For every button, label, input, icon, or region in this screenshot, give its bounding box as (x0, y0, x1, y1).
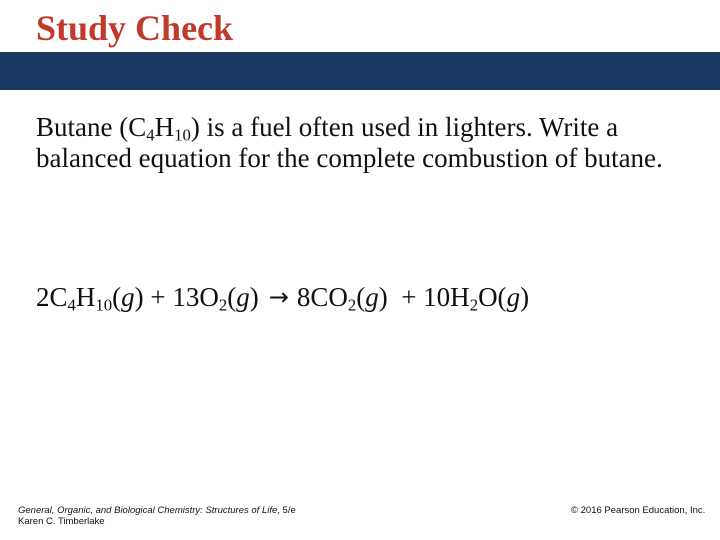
equation-part: ( (356, 282, 366, 312)
subscript: 10 (95, 295, 113, 315)
equation-part: ) + 13O (134, 282, 219, 312)
reaction-arrow-icon: → (268, 283, 289, 311)
footer-book-line (18, 505, 296, 516)
question-part: H (154, 112, 175, 142)
state-symbol: g (236, 282, 250, 312)
subscript: 4 (67, 295, 76, 315)
balanced-equation (36, 280, 529, 314)
equation-part: ( (227, 282, 237, 312)
subscript: 2 (218, 295, 228, 315)
subscript: 2 (347, 295, 357, 315)
equation-part: ) (249, 282, 259, 312)
book-title: General, Organic, and Biological Chemistry: Structures of Life (18, 505, 278, 516)
question-text (36, 112, 696, 174)
equation-part: O( (478, 282, 507, 312)
state-symbol: g (506, 282, 521, 312)
state-symbol: g (365, 282, 379, 312)
state-symbol: g (121, 282, 135, 312)
footer-copyright: © 2016 Pearson Education, Inc. (571, 505, 706, 516)
subscript: 4 (146, 125, 155, 145)
equation-part: H (75, 282, 96, 312)
equation-part: ( (112, 282, 122, 312)
question-part: Butane (C (36, 112, 147, 142)
footer-author: Karen C. Timberlake (18, 516, 105, 527)
subscript: 10 (174, 125, 191, 145)
equation-part: 8CO (296, 282, 348, 312)
slide-title: Study Check (36, 8, 234, 48)
question-part: ) is a fuel often used in lighters. Write a balanced equation for the complete combustion of butane. (36, 112, 663, 173)
book-edition: , 5/e (277, 505, 296, 516)
equation-part: ) (520, 282, 530, 312)
equation-part: ) + 10H (378, 282, 470, 312)
equation-part: 2C (36, 282, 68, 312)
footer-book-info (18, 505, 296, 527)
subscript: 2 (469, 295, 479, 315)
title-bar (0, 52, 720, 90)
